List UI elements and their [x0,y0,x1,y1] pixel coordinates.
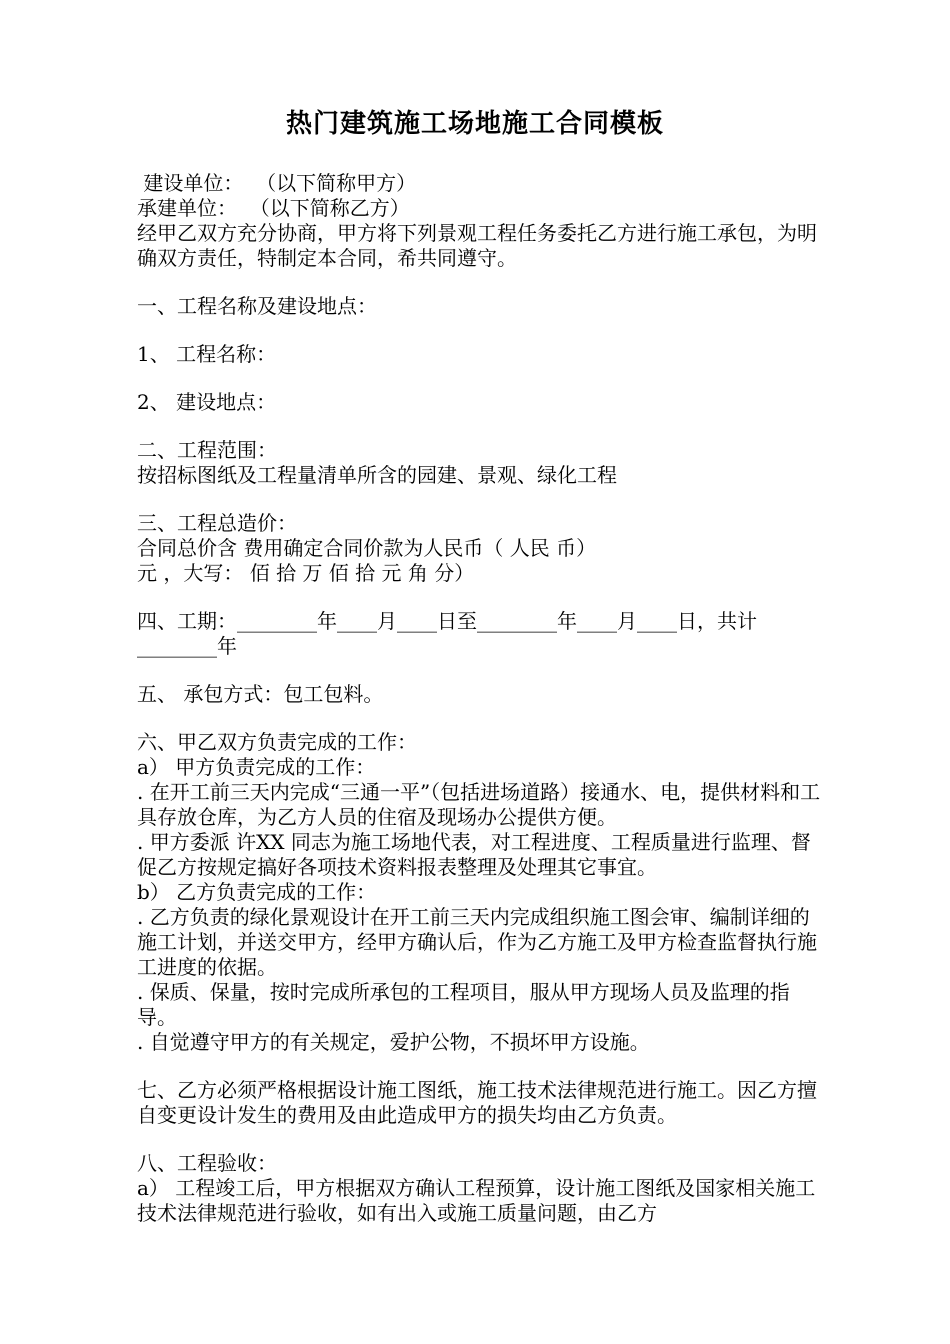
section-5-text: 五、 承包方式：包工包料。 [137,682,384,706]
section-1-item-2: 2、 建设地点： [137,390,277,414]
intro-paragraph: 经甲乙双方充分协商，甲方将下列景观工程任务委托乙方进行施工承包，为明确双方责任，特制定本合同，希共同遵守。 [137,221,817,270]
document-body [137,171,827,1226]
contractor-line: 承建单位： （以下简称乙方） [137,196,410,220]
section-3-text-1: 合同总价含 费用确定合同价款为人民币（ 人民 币） [137,536,597,560]
section-1-item-1: 1、 工程名称： [137,342,277,366]
section-2-heading: 二、工程范围： [137,438,277,462]
section-6-heading: 六、甲乙双方负责完成的工作： [137,730,417,754]
section-7-text: 七、乙方必须严格根据设计施工图纸，施工技术法律规范进行施工。因乙方擅自变更设计发生的费用及由此造成甲方的损失均由乙方负责。 [137,1078,817,1127]
section-6-b-item-3: . 自觉遵守甲方的有关规定，爱护公物，不损坏甲方设施。 [137,1030,650,1054]
section-2-text: 按招标图纸及工程量清单所含的园建、景观、绿化工程 [137,463,617,487]
section-8-heading: 八、工程验收： [137,1151,277,1175]
section-6-b-item-2: . 保质、保量，按时完成所承包的工程项目，服从甲方现场人员及监理的指导。 [137,980,790,1029]
section-8-a: a） 工程竣工后，甲方根据双方确认工程预算，设计施工图纸及国家相关施工技术法律规范进行验收，如有出入或施工质量问题，由乙方 [137,1176,816,1225]
document-title: 热门建筑施工场地施工合同模板 [285,109,664,139]
section-6-a-item-2: . 甲方委派 许XX 同志为施工场地代表，对工程进度、工程质量进行监理、督促乙方按规定搞好各项技术资料报表整理及处理其它事宜。 [137,830,811,879]
section-6-b-item-1: . 乙方负责的绿化景观设计在开工前三天内完成组织施工图会审、编制详细的施工计划，并送交甲方，经甲方确认后，作为乙方施工及甲方检查监督执行施工进度的依据。 [137,905,817,979]
client-line: 建设单位： （以下简称甲方） [137,171,417,195]
section-3-heading: 三、工程总造价： [137,511,297,535]
section-4-text: 四、工期：________年____月____日至________年____月____日，共计________年 [137,609,757,658]
section-6-b: b） 乙方负责完成的工作： [137,880,377,904]
section-6-a: a） 甲方负责完成的工作： [137,755,376,779]
section-1-heading: 一、工程名称及建设地点： [137,294,377,318]
section-6-a-item-1: . 在开工前三天内完成“三通一平”（包括进场道路）接通水、电，提供材料和工具存放仓库，为乙方人员的住宿及现场办公提供方便。 [137,780,821,829]
section-3-text-2: 元 ，大写： 佰 拾 万 佰 拾 元 角 分） [137,561,475,585]
